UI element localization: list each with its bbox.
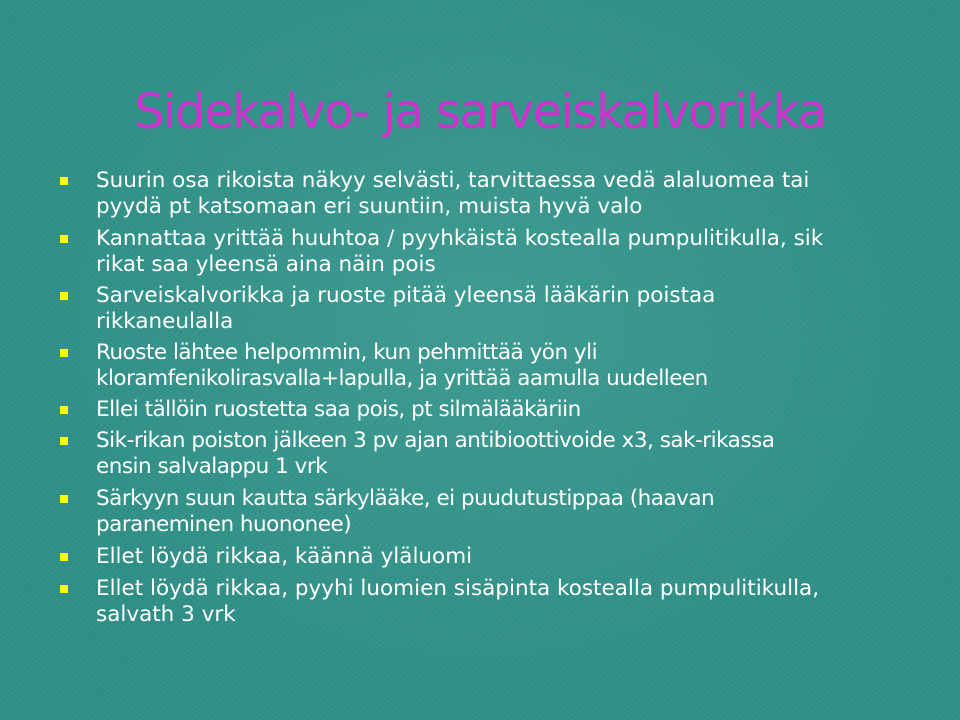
- bullet-text: Kannattaa yrittää huuhtoa / pyyhkäistä kostealla pumpulitikulla, sik rikat saa yleensä aina näin pois: [96, 226, 824, 277]
- bullet-text: Ellet löydä rikkaa, pyyhi luomien sisäpinta kostealla pumpulitikulla, salvath 3 vrk: [96, 576, 820, 627]
- bullet-square-icon: [60, 495, 68, 503]
- bullet-text: Ruoste lähtee helpommin, kun pehmittää yön yli kloramfenikolirasvalla+lapulla, ja yrittää aamulla uudelleen: [96, 340, 708, 391]
- bullet-text: Sarveiskalvorikka ja ruoste pitää yleensä lääkärin poistaa rikkaneulalla: [96, 283, 716, 334]
- bullet-square-icon: [60, 406, 68, 414]
- bullet-text: Ellei tällöin ruostetta saa pois, pt silmälääkäriin: [96, 397, 581, 422]
- bullet-text: Sik-rikan poiston jälkeen 3 pv ajan antibioottivoide x3, sak-rikassa ensin salvalappu 1 vrk: [96, 428, 775, 479]
- bullet-text: Suurin osa rikoista näkyy selvästi, tarvittaessa vedä alaluomea tai pyydä pt katsomaan eri suuntiin, muista hyvä valo: [96, 168, 810, 219]
- bullet-square-icon: [60, 437, 68, 445]
- bullet-text: Särkyyn suun kautta särkylääke, ei puudutustippaa (haavan paraneminen huononee): [96, 486, 715, 537]
- bullet-square-icon: [60, 553, 68, 561]
- bullet-square-icon: [60, 585, 68, 593]
- bullet-text: Ellet löydä rikkaa, käännä yläluomi: [96, 544, 473, 569]
- bullet-square-icon: [60, 349, 68, 357]
- bullet-square-icon: [60, 235, 68, 243]
- bullet-square-icon: [60, 177, 68, 185]
- bullet-square-icon: [60, 292, 68, 300]
- slide-title: Sidekalvo- ja sarveiskalvorikka: [134, 84, 826, 140]
